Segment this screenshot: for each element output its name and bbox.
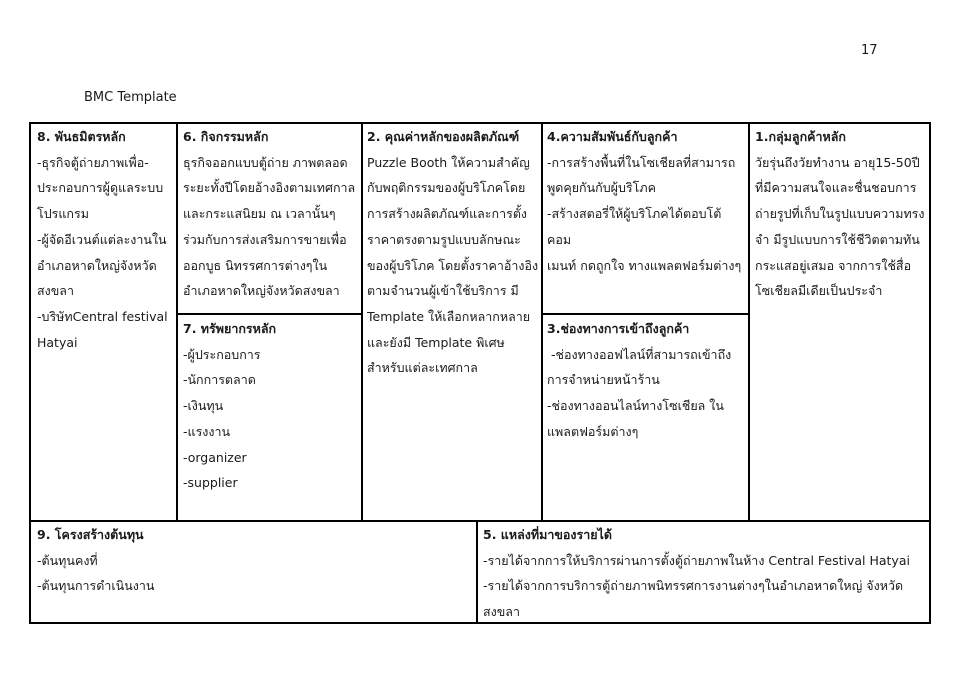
key-activities-section: [183, 124, 361, 313]
divider-line: [476, 520, 478, 622]
key-resources-line: -นักการตลาด: [183, 372, 256, 388]
key-resources-line: -organizer: [183, 449, 247, 465]
key-partners-line: อำเภอหาดใหญ่จังหวัด: [37, 257, 157, 273]
customer-relationships-line: -สร้างสตอรี่ให้ผู้บริโภคได้ตอบโต้ คอม: [547, 206, 726, 247]
key-partners-line: โปรแกรม: [37, 206, 89, 222]
customer-segments-heading: 1.กลุ่มลูกค้าหลัก: [755, 129, 846, 144]
key-partners-heading: 8. พันธมิตรหลัก: [37, 129, 126, 144]
key-partners-line: -ผู้จัดอีเวนต์แต่ละงานใน: [37, 231, 167, 247]
channels-section: [547, 316, 748, 520]
key-resources-line: -แรงงาน: [183, 423, 231, 439]
divider-line: [361, 124, 363, 520]
value-propositions-section: [367, 124, 541, 519]
channels-line: -ช่องทางออนไลน์ทางโซเชียล ใน: [547, 398, 724, 414]
value-propositions-line: ของผู้บริโภค โดยตั้งราคาอ้างอิง: [367, 257, 539, 273]
key-partners-line: -บริษัทCentral festival: [37, 308, 168, 324]
key-partners-section: [37, 124, 175, 519]
key-activities-line: ร่วมกับการส่งเสริมการขายเพื่อ: [183, 231, 347, 247]
key-activities-heading: 6. กิจกรรมหลัก: [183, 129, 269, 144]
value-propositions-line: Puzzle Booth ให้ความสำคัญ: [367, 154, 530, 170]
value-propositions-line: การสร้างผลิตภัณฑ์และการตั้ง: [367, 206, 528, 222]
key-activities-line: ธุรกิจออกแบบตู้ถ่าย ภาพตลอด: [183, 154, 348, 170]
key-resources-line: -supplier: [183, 475, 238, 491]
key-partners-line: สงขลา: [37, 283, 74, 299]
value-propositions-line: ราคาตรงตามรูปแบบลักษณะ: [367, 231, 521, 247]
customer-relationships-line: พูดคุยกันกับผู้บริโภค: [547, 180, 656, 196]
divider-line: [176, 313, 363, 315]
key-activities-line: อำเภอหาดใหญ่จังหวัดสงขลา: [183, 283, 340, 299]
revenue-streams-section: [483, 522, 929, 622]
divider-line: [541, 313, 750, 315]
cost-structure-heading: 9. โครงสร้างต้นทุน: [37, 527, 144, 542]
key-resources-heading: 7. ทรัพยากรหลัก: [183, 321, 277, 336]
value-propositions-line: ตามจำนวนผู้เข้าใช้บริการ มี: [367, 283, 519, 299]
customer-segments-line: จำ มีรูปแบบการใช้ชีวิตตามทัน: [755, 231, 920, 247]
key-activities-line: และกระแสนิยม ณ เวลานั้นๆ: [183, 206, 336, 222]
channels-heading: 3.ช่องทางการเข้าถึงลูกค้า: [547, 321, 690, 336]
channels-line: -ช่องทางออฟไลน์ที่สามารถเข้าถึง: [547, 346, 732, 362]
customer-relationships-line: เมนท์ กดถูกใจ ทางแพลตฟอร์มต่างๆ: [547, 257, 742, 273]
value-propositions-line: กับพฤติกรรมของผู้บริโภคโดย: [367, 180, 526, 196]
cost-structure-line: -ต้นทุนการดำเนินงาน: [37, 578, 155, 594]
customer-segments-line: กระแสอยู่เสมอ จากการใช้สื่อ: [755, 257, 912, 273]
divider-line: [748, 124, 750, 520]
customer-relationships-section: [547, 124, 748, 313]
revenue-streams-heading: 5. แหล่งที่มาของรายได้: [483, 527, 612, 542]
value-propositions-line: Template ให้เลือกหลากหลาย: [367, 308, 531, 324]
page-number: 17: [861, 43, 878, 58]
value-propositions-line: สำหรับแต่ละเทศกาล: [367, 360, 478, 376]
customer-segments-section: [755, 124, 929, 519]
key-activities-line: ออกบูธ นิทรรศการต่างๆใน: [183, 257, 328, 273]
customer-relationships-heading: 4.ความสัมพันธ์กับลูกค้า: [547, 129, 678, 144]
key-partners-line: -ธุรกิจตู้ถ่ายภาพเพื่อ-: [37, 154, 149, 170]
divider-line: [541, 124, 543, 520]
value-propositions-line: และยังมี Template พิเศษ: [367, 334, 505, 350]
customer-relationships-line: -การสร้างพื้นที่ในโซเชียลที่สามารถ: [547, 154, 736, 170]
document-title: BMC Template: [84, 90, 177, 105]
business-model-canvas: [29, 122, 931, 624]
key-partners-line: Hatyai: [37, 334, 78, 350]
key-resources-section: [183, 316, 361, 520]
customer-segments-line: วัยรุ่นถึงวัยทำงาน อายุ15-50ปี: [755, 154, 920, 170]
key-resources-line: -เงินทุน: [183, 398, 224, 414]
customer-segments-line: ถ่ายรูปที่เก็บในรูปแบบความทรง: [755, 206, 925, 222]
revenue-streams-line: -รายได้จากการให้บริการผ่านการตั้งตู้ถ่ายภาพในห้าง Central Festival Hatyai: [483, 552, 910, 568]
channels-line: แพลตฟอร์มต่างๆ: [547, 423, 639, 439]
value-propositions-heading: 2. คุณค่าหลักของผลิตภัณฑ์: [367, 129, 520, 144]
cost-structure-line: -ต้นทุนคงที่: [37, 552, 98, 568]
channels-line: การจำหน่ายหน้าร้าน: [547, 372, 660, 388]
key-resources-line: -ผู้ประกอบการ: [183, 346, 261, 362]
key-partners-line: ประกอบการผู้ดูแลระบบ: [37, 180, 164, 196]
divider-line: [176, 124, 178, 520]
customer-segments-line: โซเชียลมีเดียเป็นประจำ: [755, 283, 883, 299]
cost-structure-section: [37, 522, 475, 622]
customer-segments-line: ที่มีความสนใจและชื่นชอบการ: [755, 180, 917, 196]
revenue-streams-line: -รายได้จากการบริการตู้ถ่ายภาพนิทรรศการงานต่างๆในอำเภอหาดใหญ่ จังหวัดสงขลา: [483, 578, 904, 620]
key-activities-line: ระยะทั้งปีโดยอ้างอิงตามเทศกาล: [183, 180, 356, 196]
